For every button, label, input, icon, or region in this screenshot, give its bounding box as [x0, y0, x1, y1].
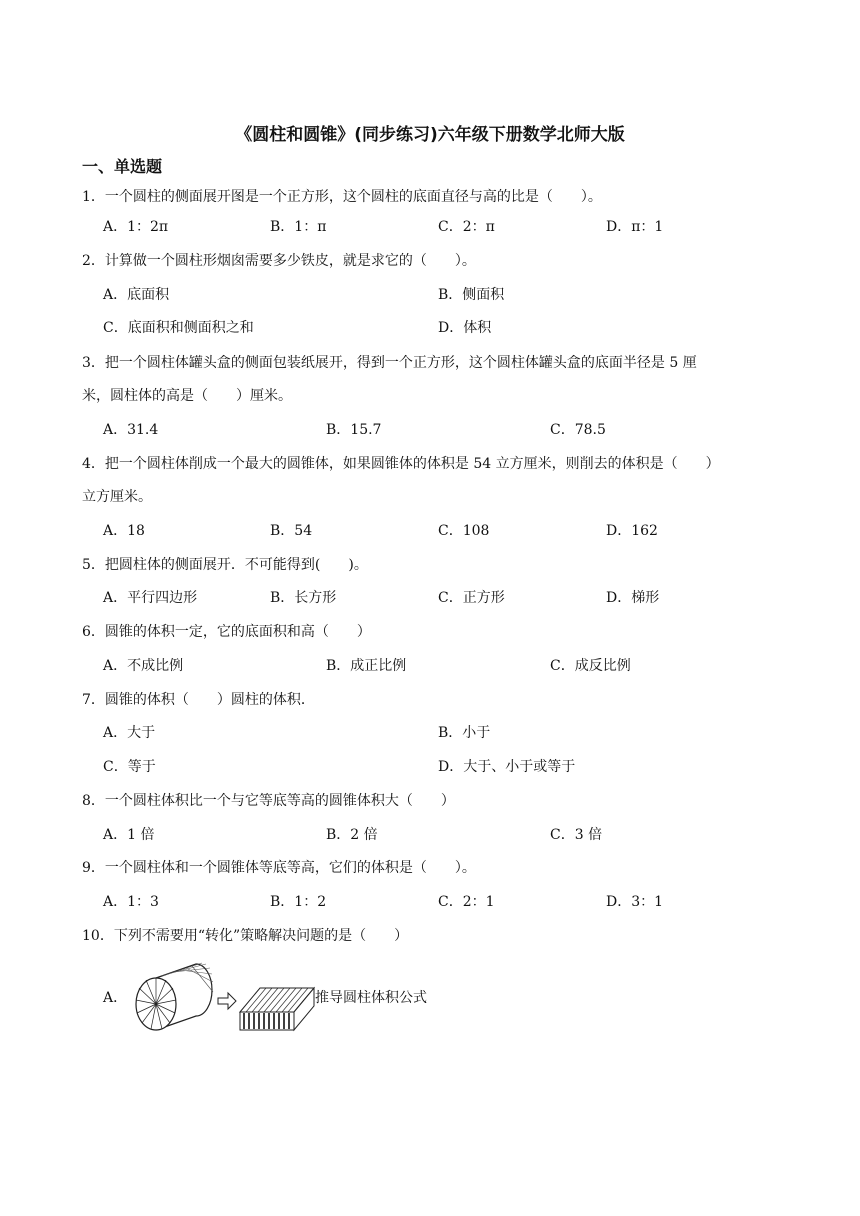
question-8-option-b[interactable]: B．2 倍: [326, 827, 378, 843]
cylinder-illustration: [136, 963, 213, 1030]
question-9-option-c[interactable]: C．2：1: [438, 894, 495, 910]
question-4-option-d[interactable]: D．162: [606, 523, 658, 539]
question-8-text: 8．一个圆柱体积比一个与它等底等高的圆锥体积大（ ）: [82, 793, 455, 809]
question-7-text: 7．圆锥的体积（ ）圆柱的体积．: [82, 692, 315, 708]
question-6-option-a[interactable]: A．不成比例: [103, 658, 184, 674]
question-2-option-b[interactable]: B．侧面积: [438, 287, 505, 303]
question-6-text: 6．圆锥的体积一定，它的底面积和高（ ）: [82, 624, 371, 640]
page-title: 《圆柱和圆锥》(同步练习)六年级下册数学北师大版: [235, 125, 625, 145]
question-3-option-a[interactable]: A．31.4: [103, 422, 159, 438]
question-9-option-b[interactable]: B．1：2: [270, 894, 327, 910]
right-arrow-icon: [218, 993, 236, 1009]
question-4-option-a[interactable]: A．18: [103, 523, 145, 539]
question-1-option-b[interactable]: B．1：π: [270, 219, 327, 235]
question-5-option-b[interactable]: B．长方形: [270, 590, 337, 606]
cylinder-transform-figure: [126, 960, 326, 1040]
question-1-option-a[interactable]: A．1：2π: [103, 219, 169, 235]
question-9-option-d[interactable]: D．3：1: [606, 894, 664, 910]
question-4-option-c[interactable]: C．108: [438, 523, 490, 539]
question-7-option-c[interactable]: C．等于: [103, 759, 156, 775]
question-5-option-c[interactable]: C．正方形: [438, 590, 505, 606]
question-1-text: 1．一个圆柱的侧面展开图是一个正方形，这个圆柱的底面直径与高的比是（ ）。: [82, 189, 602, 205]
question-4-text-line-1: 4．把一个圆柱体削成一个最大的圆锥体，如果圆锥体的体积是 54 立方厘米，则削去的体积是（ ）: [82, 456, 720, 472]
question-10-figure-caption: 推导圆柱体积公式: [315, 990, 427, 1006]
question-9-option-a[interactable]: A．1：3: [103, 894, 159, 910]
question-5-option-a[interactable]: A．平行四边形: [103, 590, 198, 606]
question-4-option-b[interactable]: B．54: [270, 523, 313, 539]
question-3-text-line-2: 米，圆柱体的高是（ ）厘米。: [82, 388, 292, 404]
question-1-option-c[interactable]: C．2：π: [438, 219, 495, 235]
question-2-option-c[interactable]: C．底面积和侧面积之和: [103, 320, 254, 336]
question-10-option-a[interactable]: A．: [103, 990, 128, 1006]
cuboid-illustration: [240, 988, 314, 1030]
question-1-option-d[interactable]: D．π：1: [606, 219, 664, 235]
question-2-option-d[interactable]: D．体积: [438, 320, 492, 336]
question-3-text-line-1: 3．把一个圆柱体罐头盒的侧面包装纸展开，得到一个正方形，这个圆柱体罐头盒的底面半径是 5 厘: [82, 355, 697, 371]
question-6-option-c[interactable]: C．成反比例: [550, 658, 631, 674]
question-6-option-b[interactable]: B．成正比例: [326, 658, 407, 674]
question-7-option-a[interactable]: A．大于: [103, 725, 156, 741]
question-2-option-a[interactable]: A．底面积: [103, 287, 170, 303]
question-7-option-b[interactable]: B．小于: [438, 725, 491, 741]
question-9-text: 9．一个圆柱体和一个圆锥体等底等高，它们的体积是（ ）。: [82, 860, 476, 876]
question-8-option-c[interactable]: C．3 倍: [550, 827, 603, 843]
question-3-option-c[interactable]: C．78.5: [550, 422, 606, 438]
question-5-text: 5．把圆柱体的侧面展开．不可能得到( )。: [82, 557, 368, 573]
question-7-option-d[interactable]: D．大于、小于或等于: [438, 759, 576, 775]
question-10-text: 10．下列不需要用“转化”策略解决问题的是（ ）: [82, 928, 409, 944]
question-3-option-b[interactable]: B．15.7: [326, 422, 382, 438]
question-4-text-line-2: 立方厘米。: [82, 489, 152, 505]
question-8-option-a[interactable]: A．1 倍: [103, 827, 155, 843]
question-2-text: 2．计算做一个圆柱形烟囱需要多少铁皮，就是求它的（ ）。: [82, 253, 476, 269]
section-heading: 一、单选题: [82, 157, 163, 176]
question-5-option-d[interactable]: D．梯形: [606, 590, 660, 606]
